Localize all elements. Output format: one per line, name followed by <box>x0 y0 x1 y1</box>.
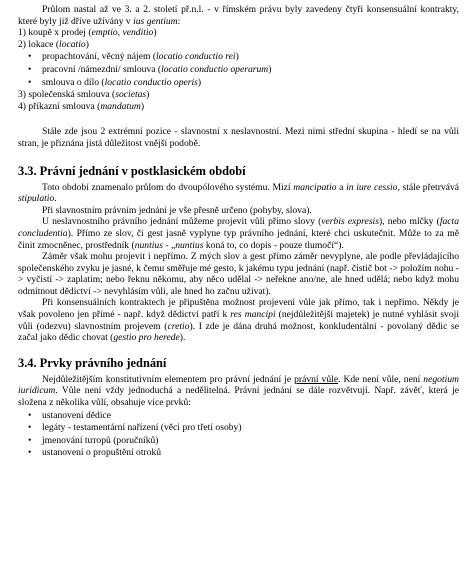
list-item: • ustanovení dědice <box>26 410 459 422</box>
positions-paragraph: Stále zde jsou 2 extrémní pozice - slavnostní x neslavnostní. Mezi nimi střední skupina - hledí se na vůli stran, je přiznána jistá důležitost vnější podobě. <box>18 126 459 149</box>
list-item: • propachtování, věcný nájem (locatio conductio rei) <box>26 51 459 63</box>
intro-term: ius gentium <box>133 15 178 27</box>
locatio-types-list <box>26 51 459 88</box>
paragraph: Při konsensuálních kontraktech je připuštěna možnost projevení vůle jak přímo, tak i nepřímo. Někdy je však povoleno jen přímé - např. když dědictví patří k res mancipi (nejdůležitější majetek) je nutné vyhlásit svoji vůli (odezvu) slavnostním projevem (cretio). I zde je dána druhá možnost, konkludentální - povolaný dědic se začal jako dědic chovat (gestio pro herede). <box>18 297 459 344</box>
list-item: • pracovní /námezdní/ smlouva (locatio conductio operarum) <box>26 64 459 76</box>
paragraph: Při slavnostním právním jednání je vše přesně určeno (pohyby, slova). <box>42 204 312 216</box>
paragraph: Toto období znamenalo průlom do dvoupólového systému. Mizí mancipatio a in iure cessio, stále přetrvává stipulatio. <box>18 181 459 205</box>
contracts-list <box>18 27 459 112</box>
list-item: 2) lokace (locatio) • propachtování, věcný nájem (locatio conductio rei) • pracovní /námezdní/ smlouva (locatio conductio operarum) • smlouva o dílo (locatio conductio operis) <box>18 39 459 88</box>
intro-text: Průlom nastal až ve 3. a 2. století př.n.l. - v římském právu byly zavedeny čtyři konsensuální kontrakty, které byly již dříve užívány v <box>18 4 459 27</box>
intro-colon: : <box>177 15 181 27</box>
paragraph: Záměr však mohu projevit i nepřímo. Z mých slov a gest přímo záměr nevyplyne, ale podle převládajícího společenského zvyku je jasné, k čemu směřuje mé gesto, k jakému typu jednání (např. čistič bot -> položím nohu -> vyčistí -> zaplatím; nebo řeknu někomu, aby něco udělal -> neřekne ano/ne, ale hned udělá; nebo když mohu odmítnout dědictví -> nevyhlásím vůli, ale hned ho začnu užívat). <box>18 251 459 297</box>
paragraph: U neslavnostního právního jednání můžeme projevit vůli přímo slovy (verbis expresis), nebo mlčky (facta concludentia). Přímo ze slov, či gest jasně vyplyne typ právního jednání, které chci uskutečnit. Může to za mě činit zmocněnec, prostředník (nuntius - „nuntius koná to, co dopis - pouze tlumočí“). <box>18 216 459 251</box>
will-elements-list <box>26 410 459 459</box>
section-heading-3-3: 3.3. Právní jednání v postklasickém období <box>18 163 246 178</box>
section-heading-3-4: 3.4. Prvky právního jednání <box>18 355 167 370</box>
list-item: • ustanovení o propuštění otroků <box>26 447 459 459</box>
list-item: 3) společenská smlouva (societas) <box>18 89 150 101</box>
list-item: • legáty - testamentární nařízení (věci pro třetí osoby) <box>26 422 459 434</box>
list-item: 4) příkazní smlouva (mandatum) <box>18 100 145 112</box>
list-item: • smlouva o dílo (locatio conductio operis) <box>26 77 459 89</box>
list-item: 1) koupě x prodej (emptio, venditio) <box>18 27 157 39</box>
list-item: • jmenování tuторů (poručníků) <box>26 435 459 447</box>
paragraph: Nejdůležitějším konstitutivním elementem pro právní jednání je právní vůle. Kde není vůle, není negotium iuridicum. Vůle není vždy jednoduchá a nedělitelná. Právní jednání se dále rozvětvují. Např. závěť, která je složena z několika vůlí, obsahuje více prvků: <box>18 373 459 409</box>
intro-paragraph <box>18 4 459 27</box>
